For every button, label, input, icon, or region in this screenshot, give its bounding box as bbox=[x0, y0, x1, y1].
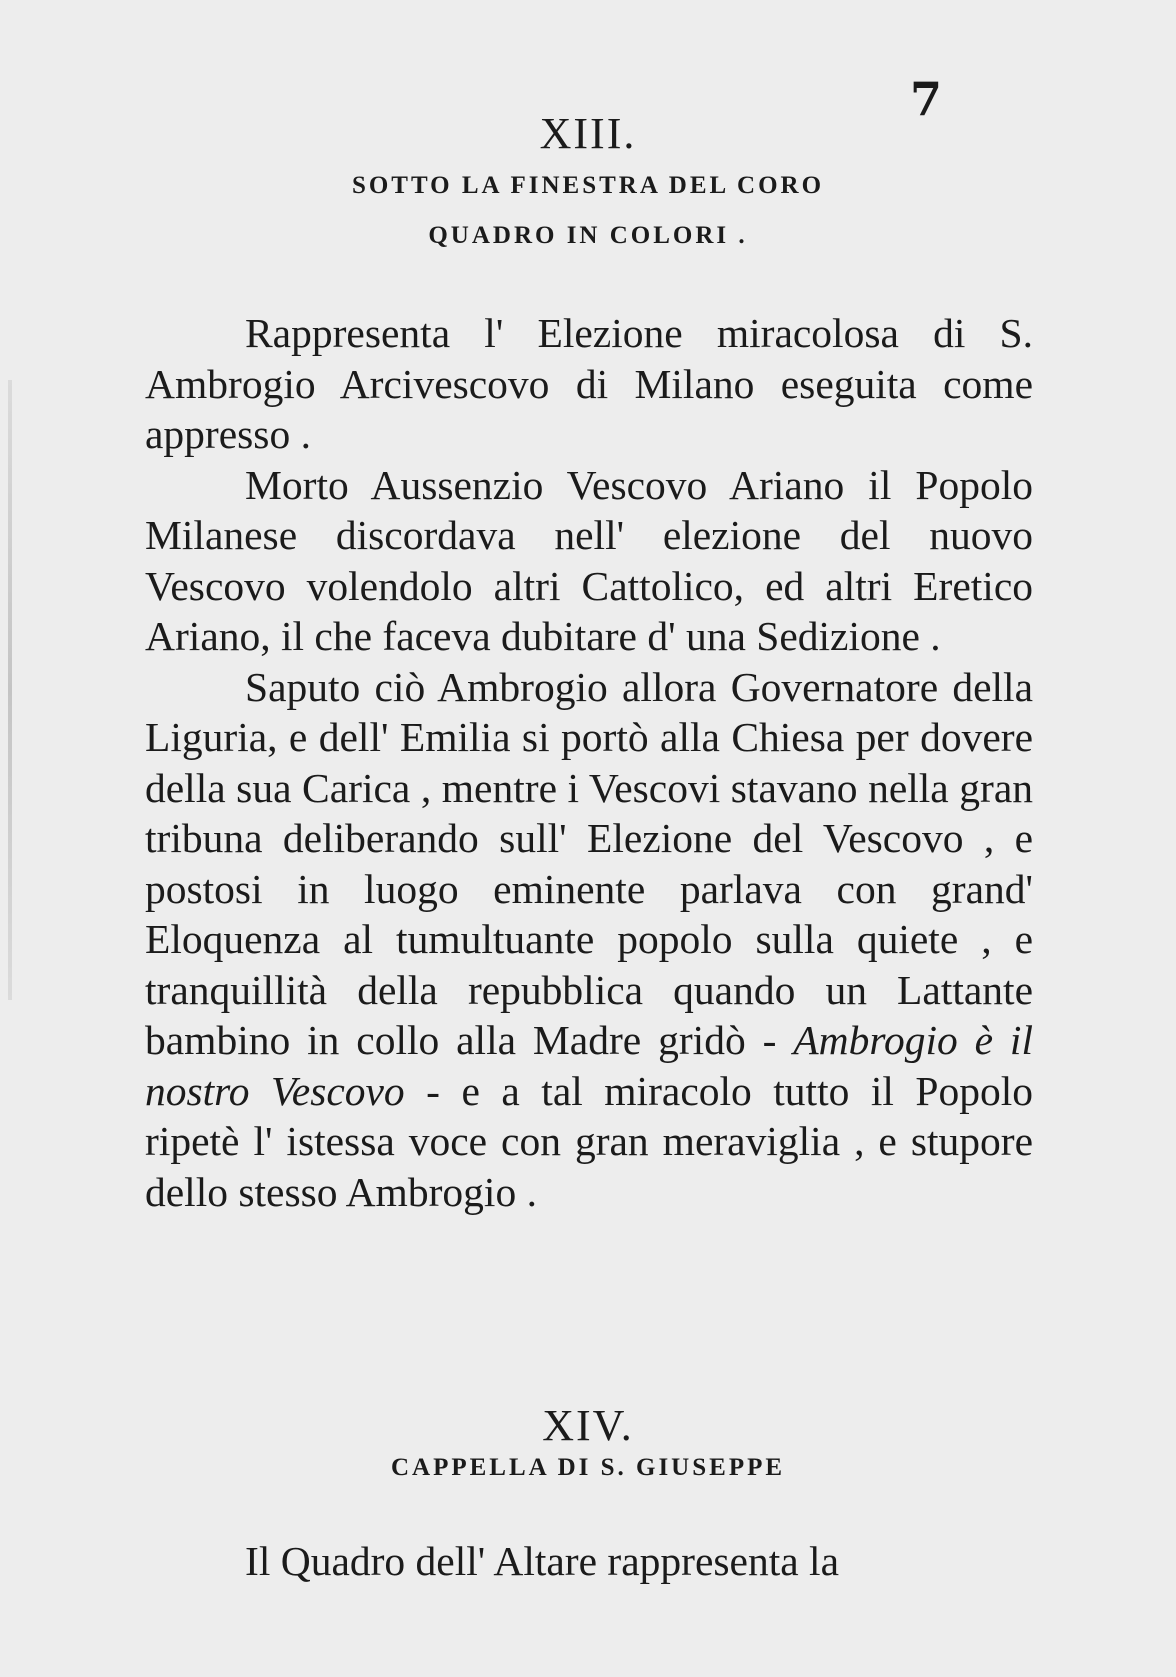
paragraph-1: Rappresenta l' Elezione miracolosa di S. Ambrogio Arcivescovo di Milano eseguita come appresso . bbox=[145, 310, 1033, 457]
section-heading-xiv: XIV. bbox=[542, 1401, 634, 1450]
section-heading-xiii: XIII. bbox=[539, 109, 637, 158]
paragraph-3-text: Saputo ciò Ambrogio allora Governatore della Liguria, e dell' Emilia si portò alla Chiesa per dovere della sua Carica , mentre i Vescovi stavano nella gran tribuna deliberando sull' Elezione del Vescovo , e postosi in luogo eminente parlava con grand' Eloquenza al tumultuante popolo sulla quiete , e tranquillità della repubblica quando un Lattante bambino in collo alla Madre gridò - bbox=[145, 663, 1033, 1063]
paragraph-3-continuation: - e a tal miracolo tutto il Popolo ripetè l' istessa voce con gran meraviglia , e stupore dello stesso Ambrogio . bbox=[145, 1067, 1033, 1215]
paragraph-4: Il Quadro dell' Altare rappresenta la bbox=[245, 1538, 839, 1584]
italic-quote: Ambrogio è il nostro Vescovo bbox=[145, 1017, 1033, 1114]
section-14-body bbox=[145, 1536, 1033, 1587]
section-caption-chapel: CAPPELLA DI S. GIUSEPPE bbox=[390, 1454, 786, 1481]
paragraph-3 bbox=[145, 662, 1033, 1218]
section-caption-location: SOTTO LA FINESTRA DEL CORO bbox=[351, 172, 825, 199]
page-number: 7 bbox=[910, 72, 943, 126]
page-edge-shadow bbox=[8, 380, 12, 1000]
paragraph-2: Morto Aussenzio Vescovo Ariano il Popolo Milanese discordava nell' elezione del nuovo Vescovo volendolo altri Cattolico, ed altri Eretico Ariano, il che faceva dubitare d' una Sedizione . bbox=[145, 461, 1033, 659]
section-body bbox=[145, 308, 1033, 1217]
section-caption-type: QUADRO IN COLORI . bbox=[428, 222, 748, 249]
